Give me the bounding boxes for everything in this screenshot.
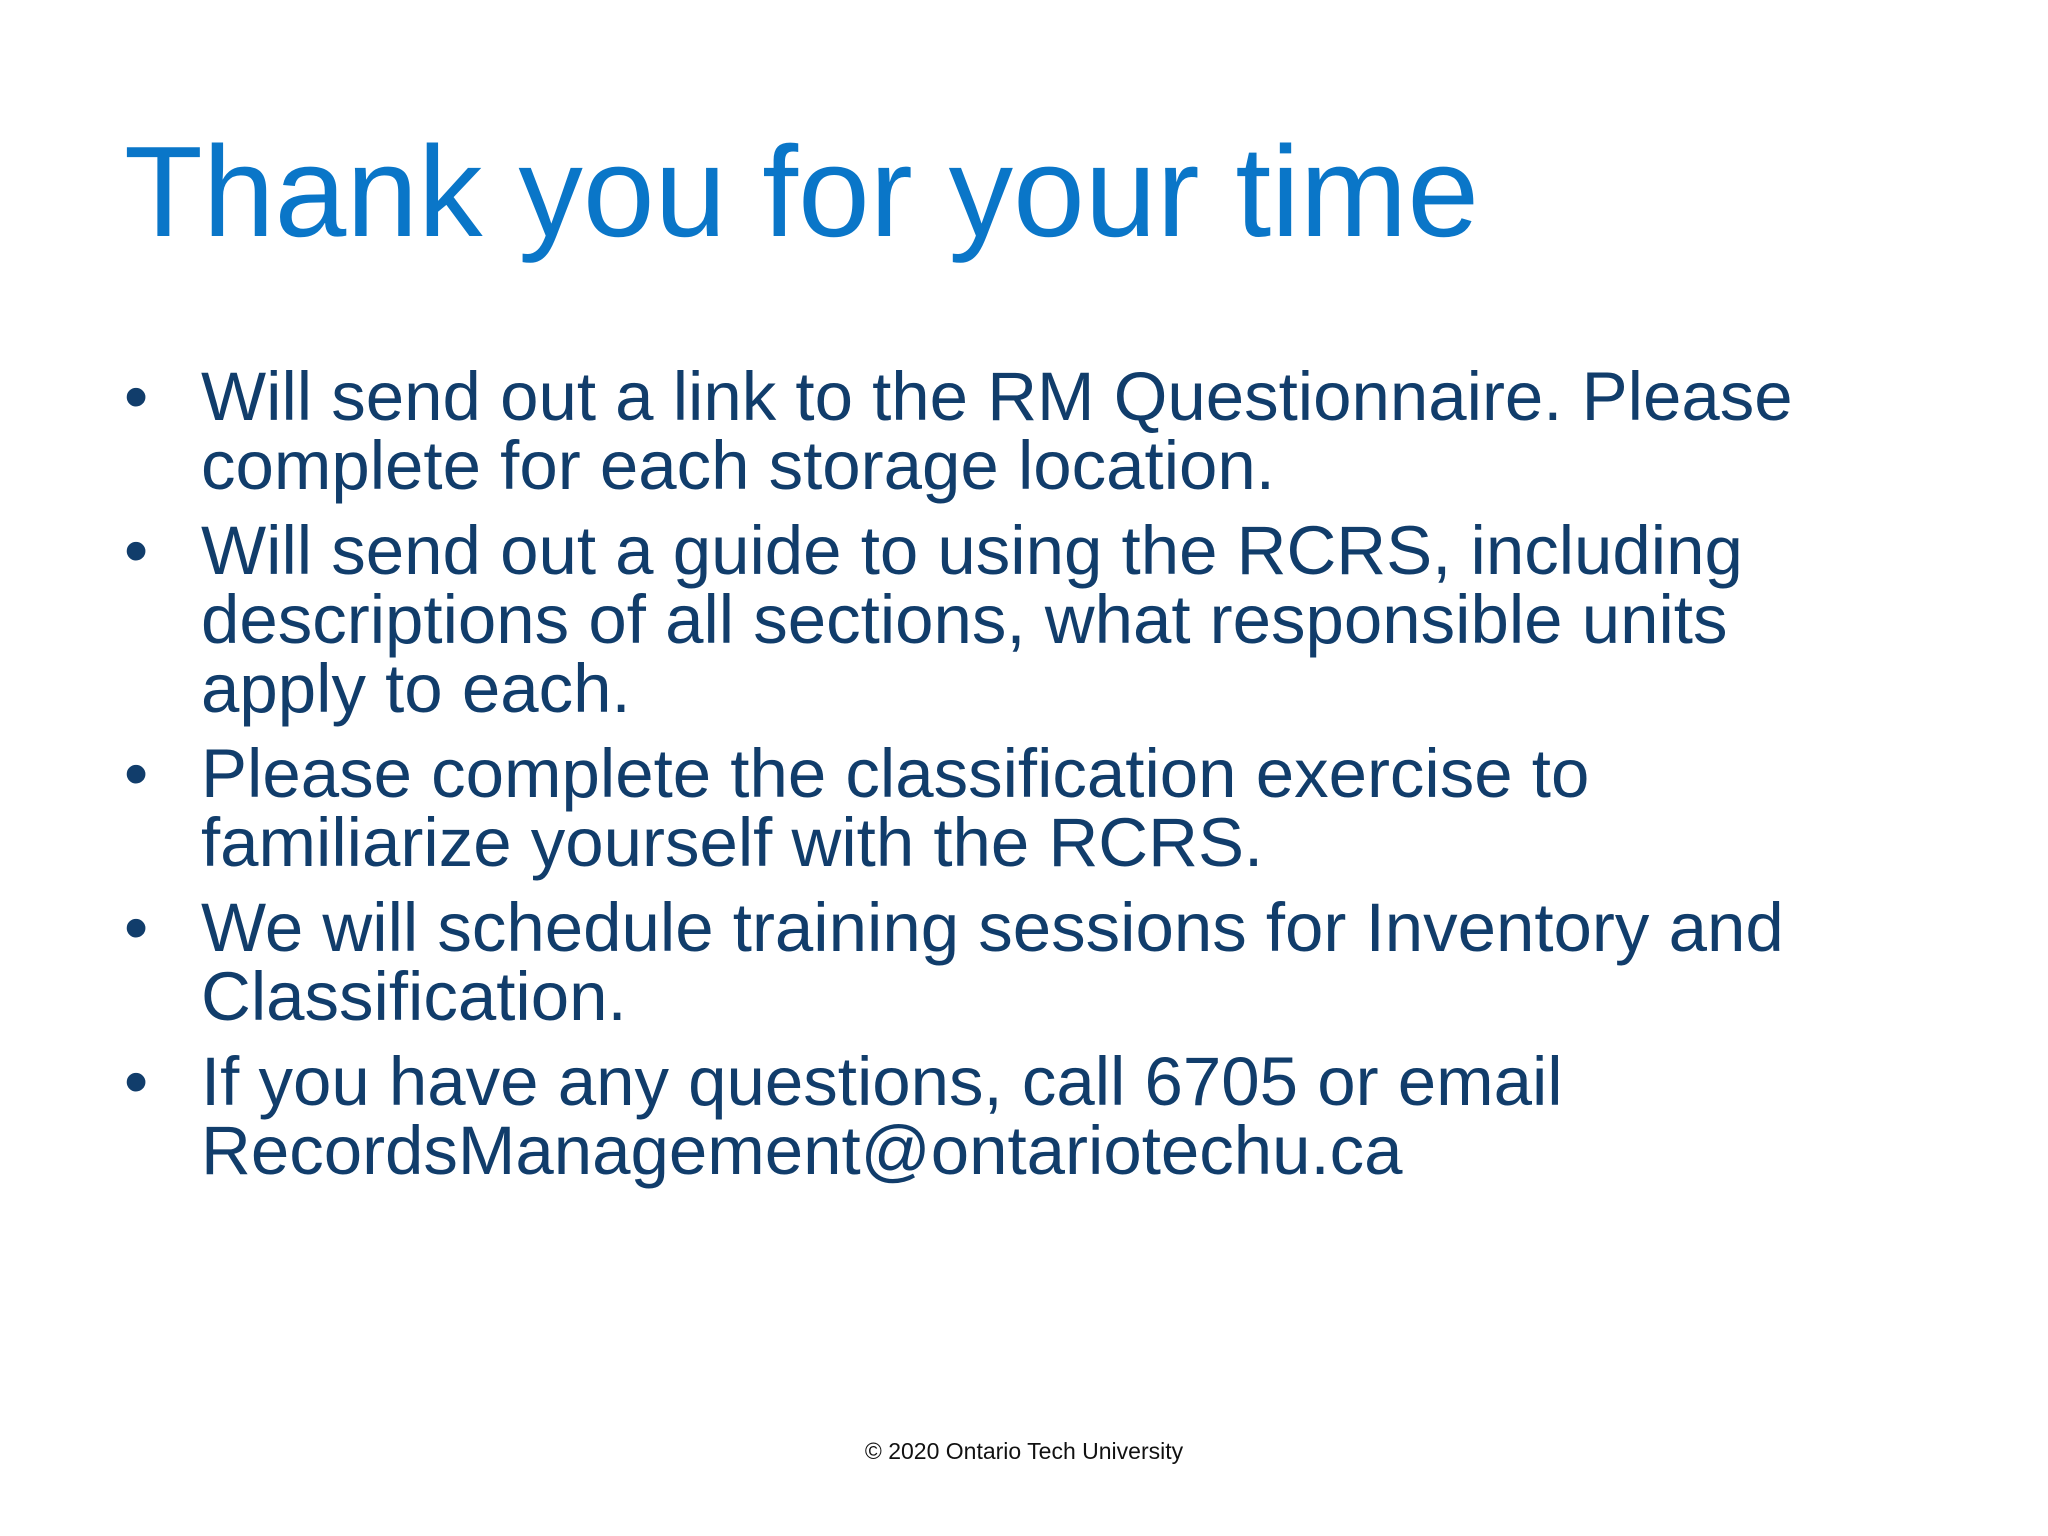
slide-title: Thank you for your time: [124, 120, 1480, 264]
bullet-item: [124, 735, 1924, 881]
email-text: RecordsManagement@ontariotechu.ca: [201, 1112, 1403, 1189]
bullet-line: descriptions of all sections, what responsible units: [201, 581, 1728, 658]
bullet-icon: •: [124, 889, 149, 966]
bullet-item: [124, 358, 1924, 504]
bullet-line: familiarize yourself with the RCRS.: [201, 804, 1264, 881]
bullet-item: [124, 889, 1924, 1035]
bullet-line: Please complete the classification exercise to: [201, 735, 1590, 812]
bullet-line: Classification.: [201, 958, 627, 1035]
copyright-footer: © 2020 Ontario Tech University: [864, 1438, 1184, 1464]
bullet-line: Will send out a link to the RM Questionnaire. Please: [201, 358, 1793, 435]
bullet-line: Will send out a guide to using the RCRS, including: [201, 512, 1743, 589]
bullet-item: [124, 512, 1924, 727]
bullet-icon: •: [124, 1043, 149, 1120]
bullet-line: apply to each.: [201, 650, 631, 727]
bullet-item: [124, 1043, 1924, 1189]
bullet-line: If you have any questions, call 6705 or email: [201, 1043, 1563, 1120]
bullet-icon: •: [124, 512, 149, 589]
bullet-line: We will schedule training sessions for Inventory and: [201, 889, 1784, 966]
bullet-icon: •: [124, 735, 149, 812]
bullet-icon: •: [124, 358, 149, 435]
bullet-list: [124, 358, 1924, 1201]
bullet-line: complete for each storage location.: [201, 427, 1275, 504]
